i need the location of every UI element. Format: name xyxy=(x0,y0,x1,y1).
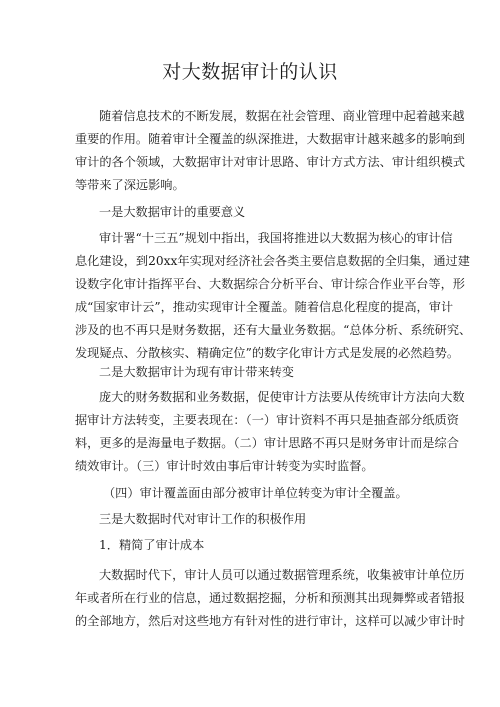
text-line: 涉及的也不再只是财务数据，还有大量业务数据。“总体分析、系统研究、 xyxy=(75,323,472,337)
text-line: 二是大数据审计为现有审计带来转变 xyxy=(99,365,294,379)
document-title: 对大数据审计的认识 xyxy=(162,61,338,83)
paragraph-coverage xyxy=(75,482,428,505)
paragraph-intro xyxy=(75,105,465,197)
text-line: 大数据时代下，审计人员可以通过数据管理系统，收集被审计单位历 xyxy=(99,568,465,582)
text-line: 绩效审计。（三）审计时效由事后审计转变为实时监督。 xyxy=(75,459,374,473)
text-line: 一是大数据审计的重要意义 xyxy=(99,205,246,219)
text-line: 重要的作用。随着审计全覆盖的纵深推进，大数据审计越来越多的影响到 xyxy=(75,132,465,146)
text-line: 随着信息技术的不断发展，数据在社会管理、商业管理中起着越来越 xyxy=(99,109,465,123)
text-line: 发现疑点、分散核实、精确定位”的数字化审计方式是发展的必然趋势。 xyxy=(75,346,460,360)
subheading-cost xyxy=(75,534,428,557)
section-heading-3 xyxy=(75,508,428,531)
text-line: 等带来了深远影响。 xyxy=(75,178,185,192)
text-line: 成“国家审计云”，推动实现审计全覆盖。随着信息化程度的提高，审计 xyxy=(75,300,454,314)
text-line: （四）审计覆盖面由部分被审计单位转变为审计全覆盖。 xyxy=(103,486,408,500)
text-line: 设数字化审计指挥平台、大数据综合分析平台、审计综合作业平台等，形 xyxy=(75,277,465,291)
text-line: 年或者所在行业的信息，通过数据挖掘，分析和预测其出现舞弊或者错报 xyxy=(75,591,465,605)
text-line: 据审计方法转变，主要表现在：（一）审计资料不再只是抽查部分纸质资 xyxy=(75,413,459,427)
paragraph-transformation xyxy=(75,386,465,478)
text-line: 1．精简了审计成本 xyxy=(99,538,205,552)
text-line: 的全部地方，然后对这些地方有针对性的进行审计，这样可以减少审计时 xyxy=(75,614,465,628)
section-heading-1 xyxy=(75,201,428,224)
text-line: 庞大的财务数据和业务数据，促使审计方法要从传统审计方法向大数 xyxy=(99,390,465,404)
text-line: 息化建设，到20xx年实现对经济社会各类主要信息数据的全归集，通过建 xyxy=(75,254,470,268)
paragraph-significance xyxy=(75,227,472,365)
text-line: 料，更多的是海量电子数据。（二）审计思路不再只是财务审计而是综合 xyxy=(75,436,459,450)
section-heading-2 xyxy=(75,361,428,384)
paragraph-cost xyxy=(75,564,465,633)
text-line: 审计署“十三五”规划中指出，我国将推进以大数据为核心的审计信 xyxy=(99,231,453,245)
text-line: 审计的各个领域，大数据审计对审计思路、审计方式方法、审计组织模式 xyxy=(75,155,465,169)
text-line: 三是大数据时代对审计工作的积极作用 xyxy=(99,512,307,526)
